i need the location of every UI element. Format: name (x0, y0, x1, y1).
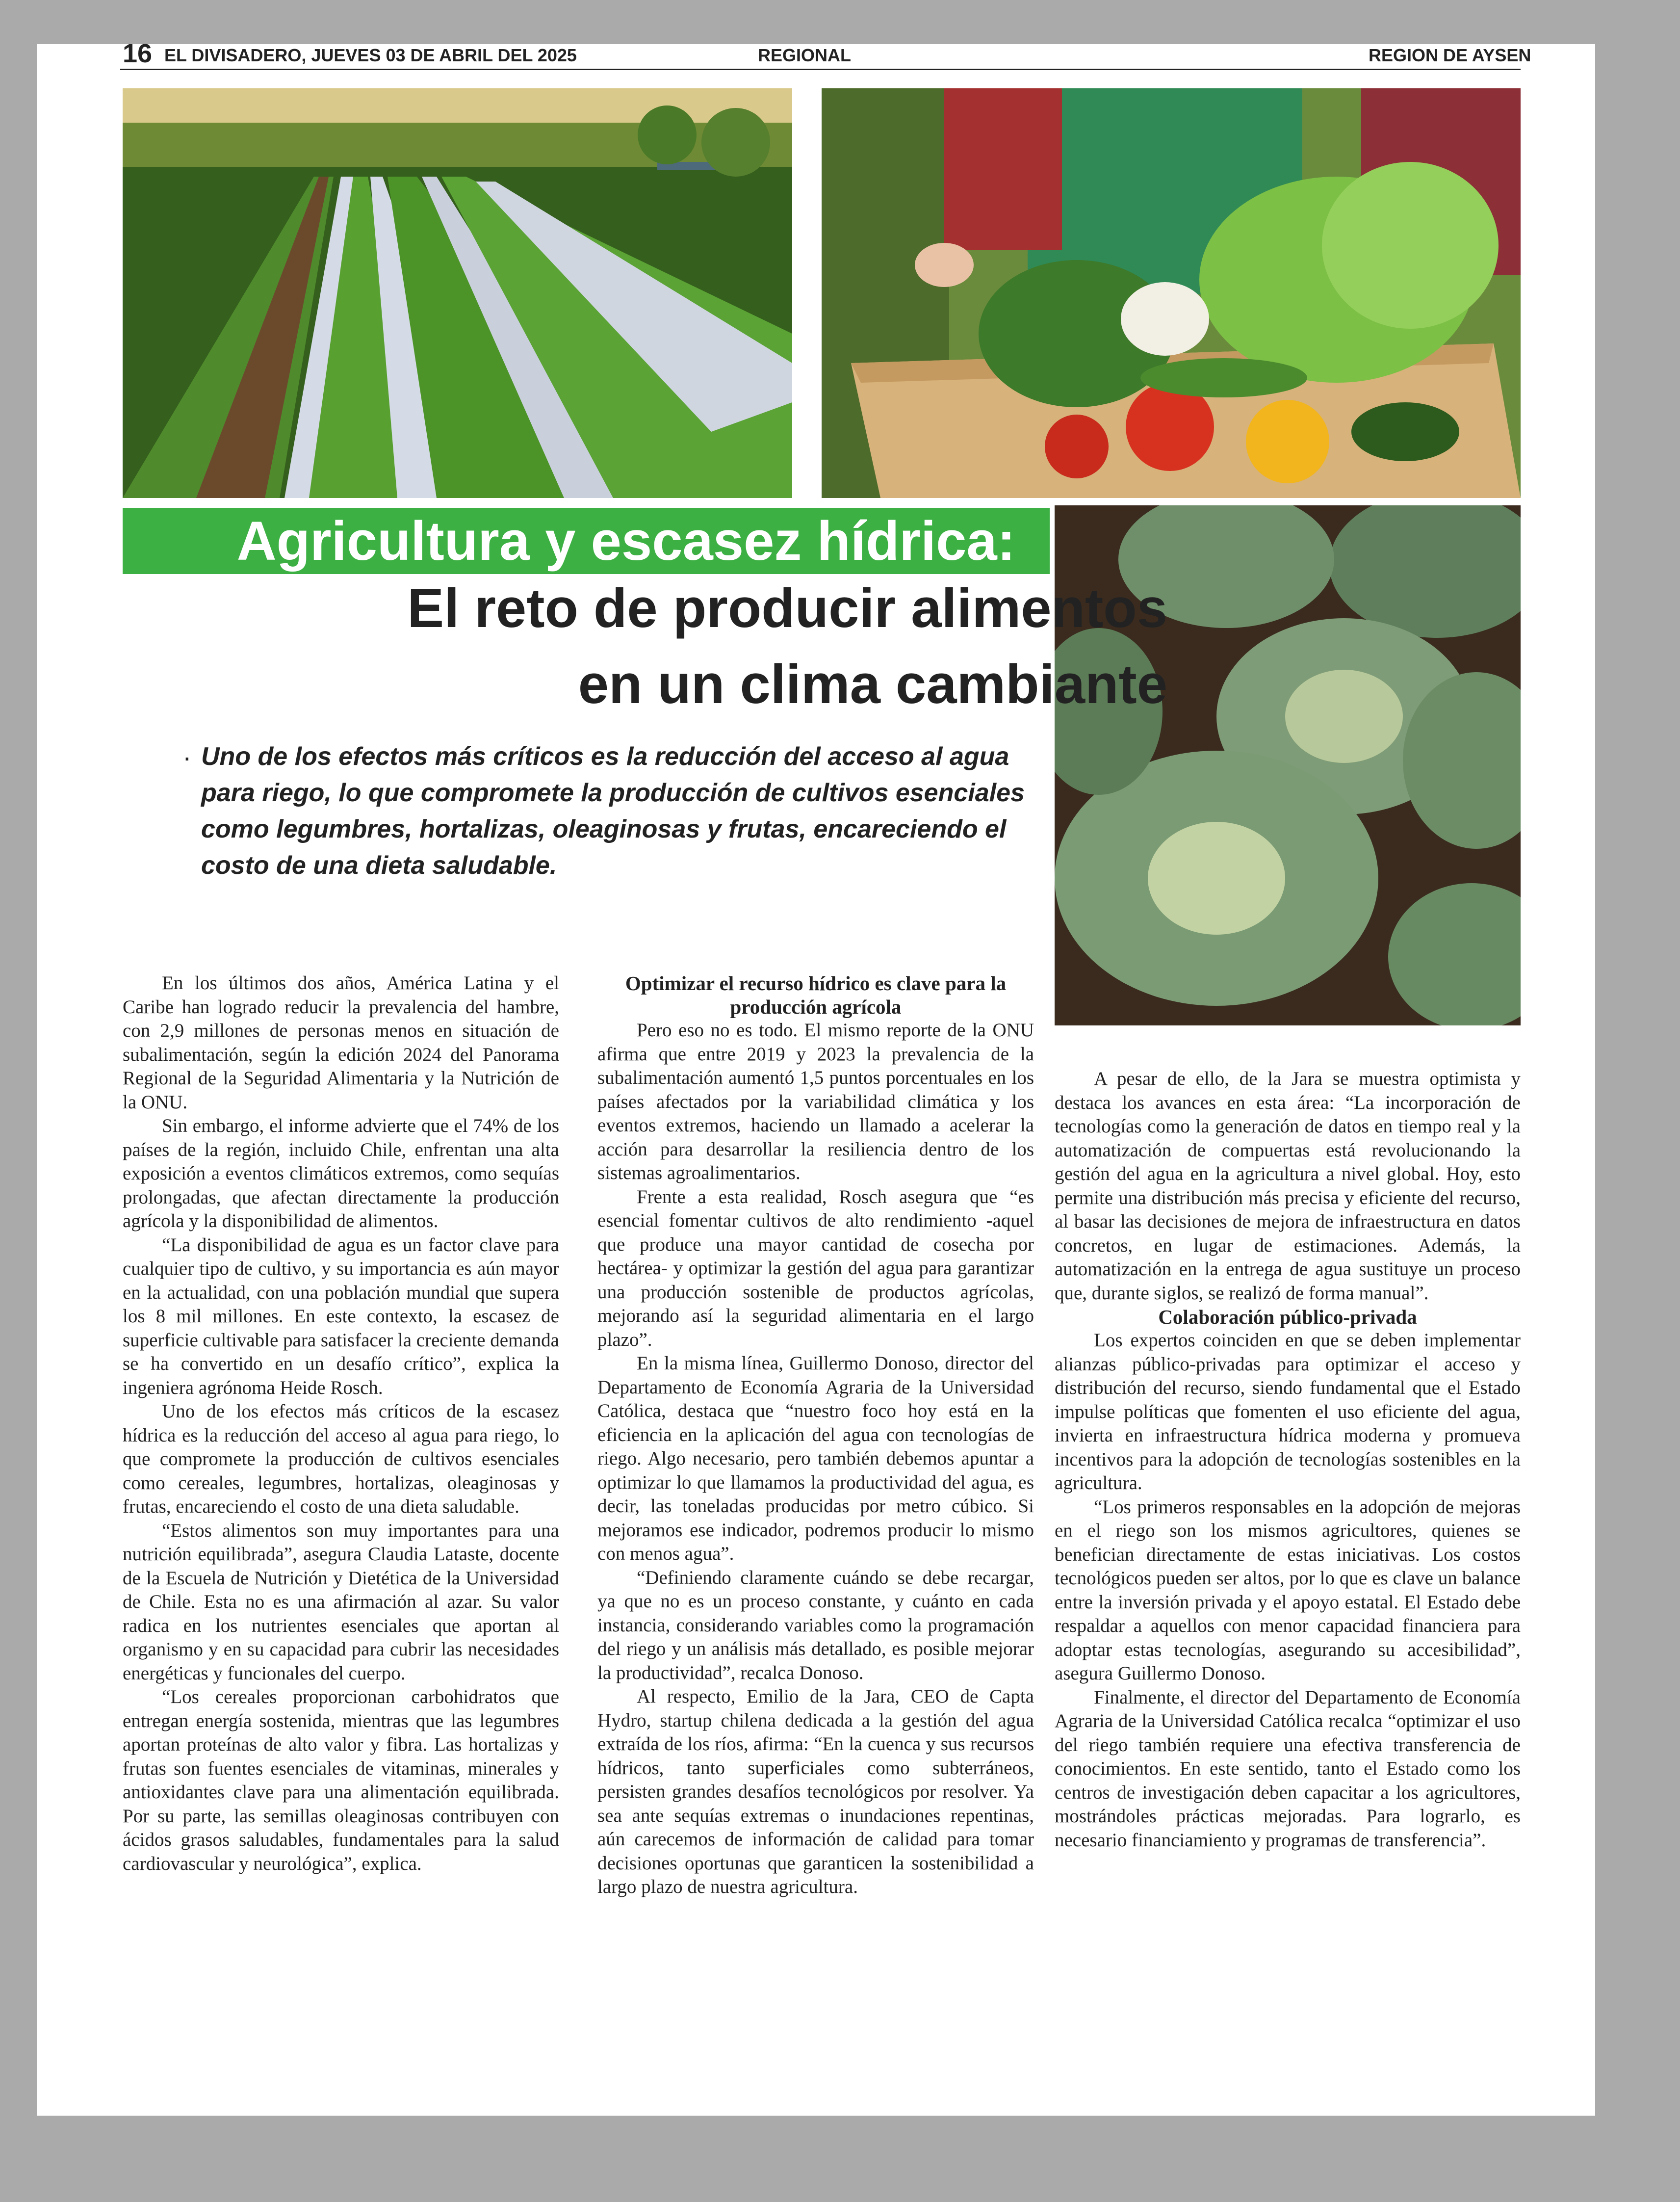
headline-line-1: El reto de producir alimentos (407, 577, 1167, 639)
lead-paragraph: Uno de los efectos más críticos es la reducción del acceso al agua para riego, lo que compromete la producción de cultivos esenciales como legumbres, hortalizas, oleaginosas y frutas, encareciendo el costo de una dieta saludable. (201, 742, 1025, 880)
title-kicker: Agricultura y escasez hídrica: (236, 510, 1015, 572)
region-label: REGION DE AYSEN (1369, 45, 1531, 65)
field-photo (123, 88, 792, 498)
subheading: Optimizar el recurso hídrico es clave para la producción agrícola (625, 972, 1007, 1018)
paragraph: Finalmente, el director del Departamento de Economía Agraria de la Universidad Católica recalca “optimizar el uso del riego también requiere una efectiva transferencia de conocimientos. En este sentido, tanto el Estado como los centros de investigación deben capacitar a los agricultores, mostrándoles prácticas mejoradas. Para lograrlo, es necesario financiamiento y programas de transferencia”. (1055, 1686, 1521, 1851)
header-divider (120, 69, 1521, 70)
paragraph: “Los primeros responsables en la adopción de mejoras en el riego son los mismos agricultores, quienes se benefician directamente de estas iniciativas. Los costos tecnológicos pueden ser altos, por lo que es clave un balance entre la inversión privada y el apoyo estatal. El Estado debe respaldar a aquellos con menor capacidad financiera para adoptar estas tecnologías, asegurando su accesibilidad”, asegura Guillermo Donoso. (1055, 1496, 1521, 1684)
subheading: Colaboración público-privada (1158, 1306, 1417, 1328)
article-column-2 (597, 971, 1034, 1899)
paragraph: Pero eso no es todo. El mismo reporte de la ONU afirma que entre 2019 y 2023 la prevalencia de la subalimentación aumentó 1,5 puntos porcentuales en los países afectados por la variabilidad climática y los eventos extremos, haciendo un llamado a acelerar la acción para desarrollar la resiliencia dentro de los sistemas agroalimentarios. (597, 1020, 1034, 1183)
page-number: 16 (123, 39, 153, 68)
paragraph: Al respecto, Emilio de la Jara, CEO de Capta Hydro, startup chilena dedicada a la gestión del agua extraída de los ríos, afirma: “En la cuenca y sus recursos hídricos, tanto superficiales como subterráneos, persisten grandes desafíos tecnológicos por resolver. Ya sea ante sequías extremas o inundaciones repentinas, aún carecemos de información de calidad para tomar decisiones oportunas que garanticen la sostenibilidad a largo plazo de nuestra agricultura. (597, 1686, 1034, 1897)
paragraph: “Los cereales proporcionan carbohidratos que entregan energía sostenida, mientras que las legumbres aportan proteínas de alto valor y fibra. Las hortalizas y frutas son fuentes esenciales de vitaminas, minerales y antioxidantes clave para una alimentación equilibrada. Por su parte, las semillas oleaginosas contribuyen con ácidos grasos saludables, fundamentales para la salud cardiovascular y neurológica”, explica. (123, 1686, 559, 1874)
paragraph: Frente a esta realidad, Rosch asegura que “es esencial fomentar cultivos de alto rendimiento -aquel que produce una mayor cantidad de cosecha por hectárea- y optimizar la gestión del agua para garantizar una producción sostenible de productos agrícolas, mejorando así la seguridad alimentaria en el largo plazo”. (597, 1186, 1034, 1350)
basket-illustration (822, 88, 1521, 498)
publication-date: EL DIVISADERO, JUEVES 03 DE ABRIL DEL 2025 (164, 45, 577, 65)
title-kicker-band (123, 508, 1050, 574)
vegetable-basket-photo (822, 88, 1521, 498)
paragraph: En la misma línea, Guillermo Donoso, director del Departamento de Economía Agraria de la Universidad Católica, destaca que “nuestro foco hoy está en la eficiencia en la aplicación del agua con tecnologías de riego. Algo necesario, pero también debemos apuntar a optimizar lo que llamamos la productividad del agua, es decir, las toneladas producidas por metro cúbico. Si mejoramos ese indicador, podremos producir lo mismo con menos agua”. (597, 1353, 1034, 1564)
paragraph: Uno de los efectos más críticos de la escasez hídrica es la reducción del acceso al agua para riego, lo que compromete la producción de cultivos esenciales como cereales, legumbres, hortalizas, oleaginosas y frutas, encareciendo el costo de una dieta saludable. (123, 1401, 559, 1517)
paragraph: Sin embargo, el informe advierte que el 74% de los países de la región, incluido Chile, enfrentan una alta exposición a eventos climáticos extremos, como sequías prolongadas, que afectan directamente la producción agrícola y la disponibilidad de alimentos. (123, 1115, 559, 1232)
paragraph: “La disponibilidad de agua es un factor clave para cualquier tipo de cultivo, y su importancia es aún mayor en la actualidad, con una población mundial que supera los 8 mil millones. En este contexto, la escasez de superficie cultivable para satisfacer la creciente demanda se ha convertido en un desafío crítico”, explica la ingeniera agrónoma Heide Rosch. (123, 1234, 559, 1398)
paragraph: En los últimos dos años, América Latina y el Caribe han logrado reducir la prevalencia del hambre, con 2,9 millones de personas menos en situación de subalimentación, según la edición 2024 del Panorama Regional de la Seguridad Alimentaria y la Nutrición de la ONU. (123, 972, 559, 1113)
headline-line-2: en un clima cambiante (578, 654, 1167, 715)
article-column-1 (123, 971, 559, 1876)
field-illustration (123, 88, 792, 498)
section-label: REGIONAL (758, 45, 852, 65)
paragraph: Los expertos coinciden en que se deben implementar alianzas público-privadas para optimizar el acceso y distribución del recurso, siendo fundamental que el Estado impulse políticas que fomenten el uso eficiente del agua, invierta en infraestructura hídrica moderna y promueva incentivos para la adopción de tecnologías sostenibles en la agricultura. (1055, 1330, 1521, 1494)
article-column-3 (1055, 1067, 1521, 1852)
paragraph: “Definiendo claramente cuándo se debe recargar, ya que no es un proceso constante, y cuánto en cada instancia, considerando variables como la programación del riego y un análisis más detallado, es posible mejorar la productividad”, recalca Donoso. (597, 1567, 1034, 1683)
paragraph: “Estos alimentos son muy importantes para una nutrición equilibrada”, asegura Claudia Lataste, docente de la Escuela de Nutrición y Dietética de la Universidad de Chile. Esta no es una afirmación al azar. Su valor radica en los nutrientes esenciales que aportan al organismo y en su capacidad para cubrir las necesidades energéticas y funcionales del cuerpo. (123, 1520, 559, 1684)
paragraph: A pesar de ello, de la Jara se muestra optimista y destaca los avances en esta área: “La incorporación de tecnologías como la generación de datos en tiempo real y la automatización de compuertas está revolucionando la gestión del agua en la agricultura a nivel global. Hoy, esto permite una distribución más precisa y eficiente del recurso, al basar las decisiones de mejora de infraestructura en datos concretos, en lugar de estimaciones. Además, la automatización en la entrega de agua sustituye un proceso que, durante siglos, se realizó de forma manual”. (1055, 1068, 1521, 1304)
lead-bullet: · (182, 741, 192, 772)
